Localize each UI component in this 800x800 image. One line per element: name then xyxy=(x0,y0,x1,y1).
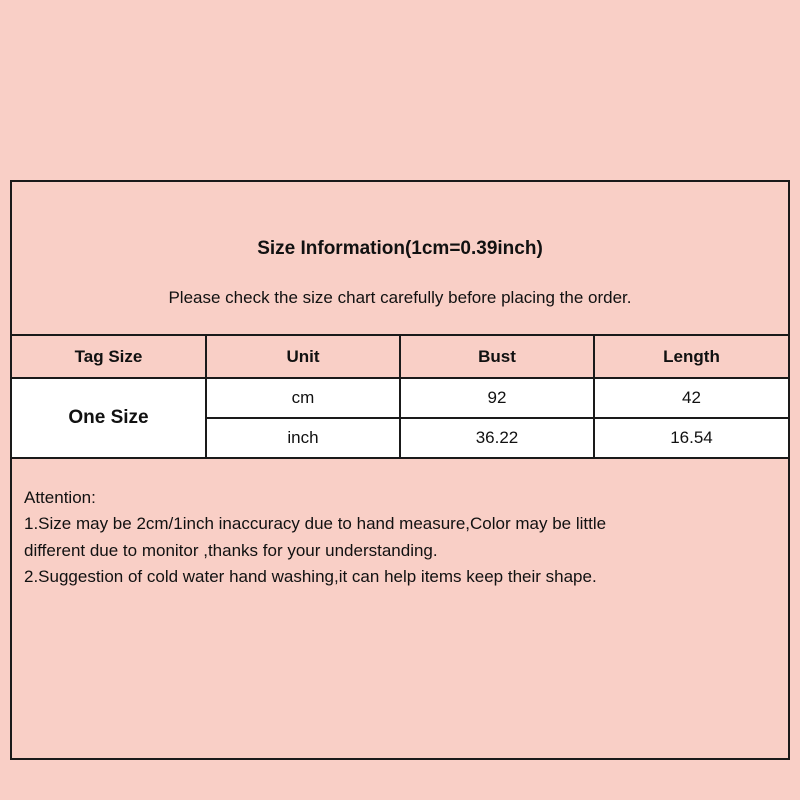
attention-line-3: 2.Suggestion of cold water hand washing,it can help items keep their shape. xyxy=(24,567,597,587)
size-chart-frame xyxy=(10,180,790,760)
table-row xyxy=(12,378,788,418)
chart-header xyxy=(12,182,788,336)
attention-section xyxy=(12,459,788,758)
page-subtitle: Please check the size chart carefully before placing the order. xyxy=(168,288,632,307)
attention-label: Attention: xyxy=(24,488,96,507)
table-cell-length-inch: 16.54 xyxy=(594,418,788,458)
table-header-bust: Bust xyxy=(400,336,594,378)
table-header-tag-size: Tag Size xyxy=(12,336,206,378)
table-cell-tag-size: One Size xyxy=(12,378,206,458)
table-cell-bust-inch: 36.22 xyxy=(400,418,594,458)
table-header-row xyxy=(12,336,788,378)
table-cell-unit-cm: cm xyxy=(206,378,400,418)
size-table xyxy=(12,336,788,459)
table-cell-unit-inch: inch xyxy=(206,418,400,458)
table-body xyxy=(12,378,788,458)
table-header-length: Length xyxy=(594,336,788,378)
attention-line-1: 1.Size may be 2cm/1inch inaccuracy due to hand measure,Color may be little xyxy=(24,514,607,534)
table-cell-length-cm: 42 xyxy=(594,378,788,418)
table-header-unit: Unit xyxy=(206,336,400,378)
attention-line-2: different due to monitor ,thanks for your understanding. xyxy=(24,540,438,560)
table-cell-bust-cm: 92 xyxy=(400,378,594,418)
table-header xyxy=(12,336,788,378)
page-title: Size Information(1cm=0.39inch) xyxy=(257,238,543,259)
